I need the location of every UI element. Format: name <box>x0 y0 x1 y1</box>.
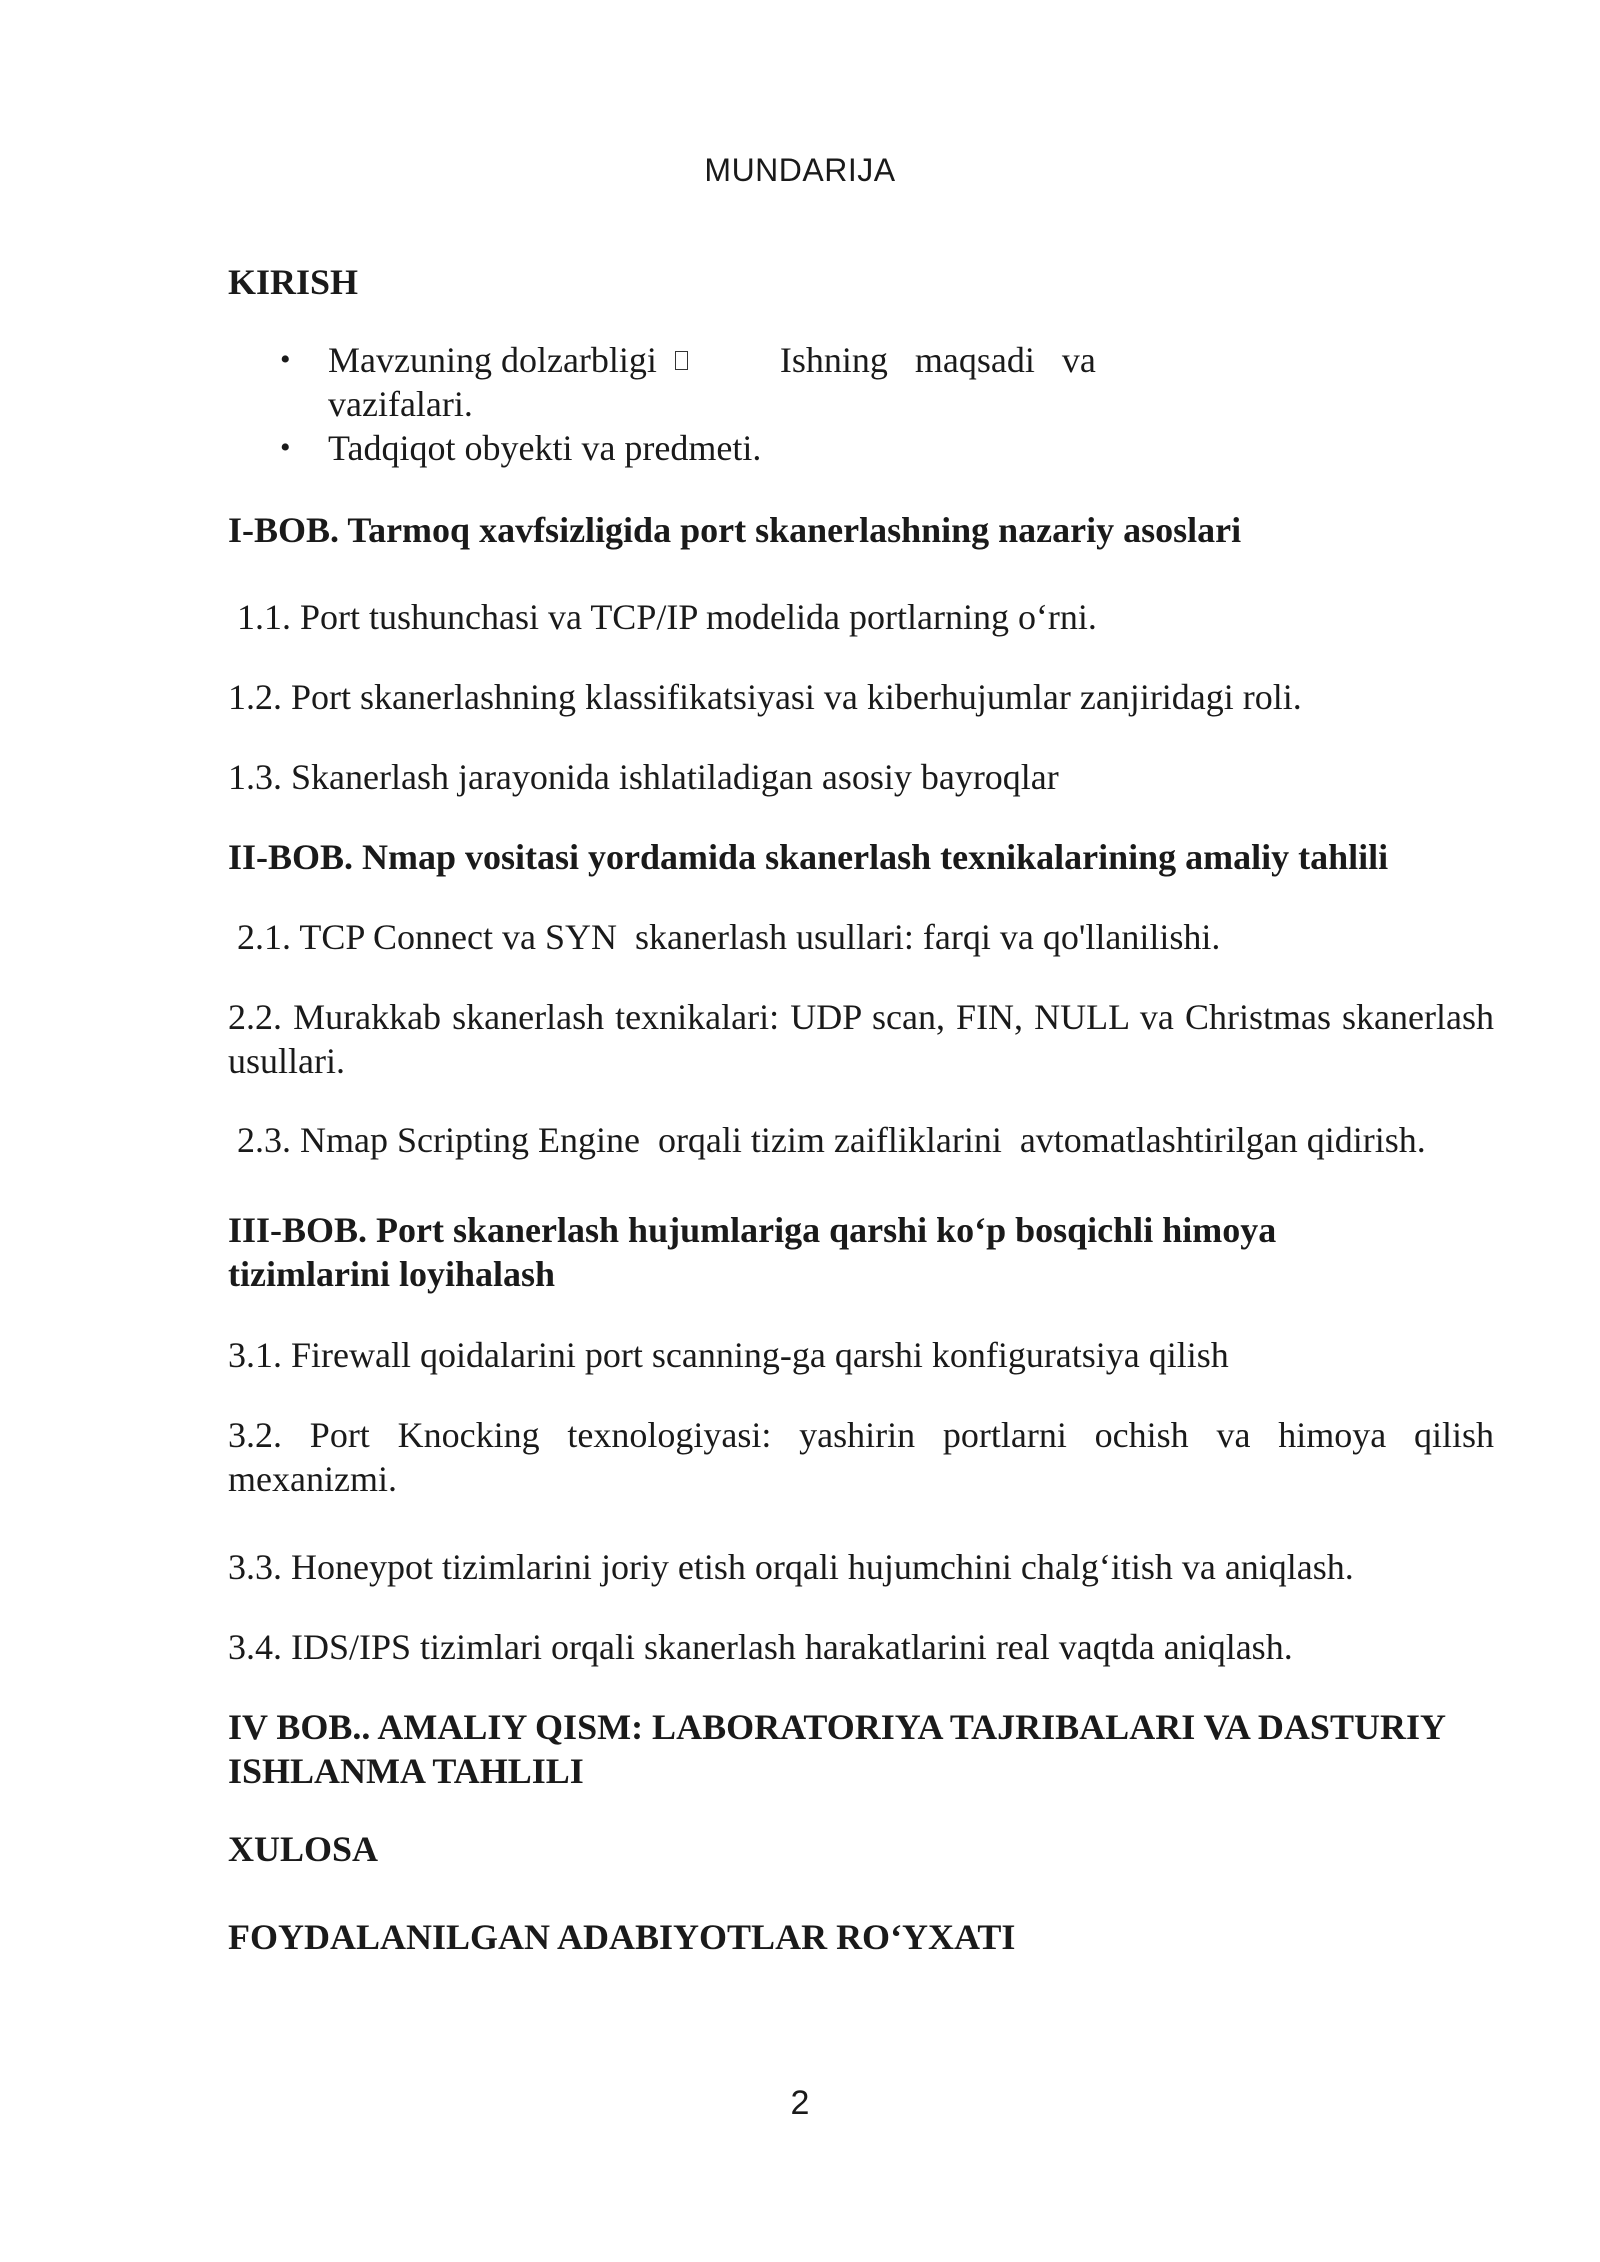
intro-heading: KIRISH <box>228 262 359 302</box>
list-item <box>228 426 1188 470</box>
missing-glyph-icon <box>675 351 688 370</box>
conclusion-heading: XULOSA <box>228 1829 379 1869</box>
toc-entry-3-4: 3.4. IDS/IPS tizimlari orqali skanerlash harakatlarini real vaqtda aniqlash. <box>228 1627 1293 1667</box>
bullet-text-1b: Ishning maqsadi va <box>779 340 1096 380</box>
toc-entry-3-2: 3.2. Port Knocking texnologiyasi: yashirin portlarni ochish va himoya qilish mexanizmi. <box>228 1415 1494 1499</box>
page-number: 2 <box>790 2084 810 2122</box>
toc-entry-2-3: 2.3. Nmap Scripting Engine orqali tizim zaifliklarini avtomatlashtirilgan qidirish. <box>228 1120 1426 1160</box>
toc-entry-2-1: 2.1. TCP Connect va SYN skanerlash usullari: farqi va qo'llanilishi. <box>228 917 1221 957</box>
bullet-icon: • <box>280 431 291 464</box>
intro-bullet-list <box>228 338 1188 470</box>
list-item <box>228 338 1188 426</box>
chapter1-heading: I-BOB. Tarmoq xavfsizligida port skanerlashning nazariy asoslari <box>228 510 1242 550</box>
toc-entry-3-3: 3.3. Honeypot tizimlarini joriy etish orqali hujumchini chalg‘itish va aniqlash. <box>228 1547 1354 1587</box>
bullet-icon: • <box>280 343 291 376</box>
toc-entry-1-2: 1.2. Port skanerlashning klassifikatsiyasi va kiberhujumlar zanjiridagi roli. <box>228 677 1302 717</box>
references-heading: FOYDALANILGAN ADABIYOTLAR RO‘YXATI <box>228 1917 1016 1957</box>
toc-entry-1-3: 1.3. Skanerlash jarayonida ishlatiladigan asosiy bayroqlar <box>228 757 1059 797</box>
toc-entry-2-2: 2.2. Murakkab skanerlash texnikalari: UDP scan, FIN, NULL va Christmas skanerlash usullari. <box>228 997 1494 1081</box>
chapter2-heading: II-BOB. Nmap vositasi yordamida skanerlash texnikalarining amaliy tahlili <box>228 837 1389 877</box>
chapter4-heading: IV BOB.. AMALIY QISM: LABORATORIYA TAJRIBALARI VA DASTURIY ISHLANMA TAHLILI <box>228 1707 1445 1791</box>
bullet-text-1a: Mavzuning dolzarbligi <box>328 340 657 380</box>
bullet-text-2: Tadqiqot obyekti va predmeti. <box>328 428 762 468</box>
bullet-text-1c: vazifalari. <box>328 384 473 424</box>
chapter3-heading: III-BOB. Port skanerlash hujumlariga qarshi ko‘p bosqichli himoya tizimlarini loyihalash <box>228 1210 1277 1294</box>
toc-entry-1-1: 1.1. Port tushunchasi va TCP/IP modelida portlarning o‘rni. <box>228 597 1097 637</box>
toc-entry-3-1: 3.1. Firewall qoidalarini port scanning-ga qarshi konfiguratsiya qilish <box>228 1335 1229 1375</box>
page-title: MUNDARIJA <box>704 152 896 188</box>
